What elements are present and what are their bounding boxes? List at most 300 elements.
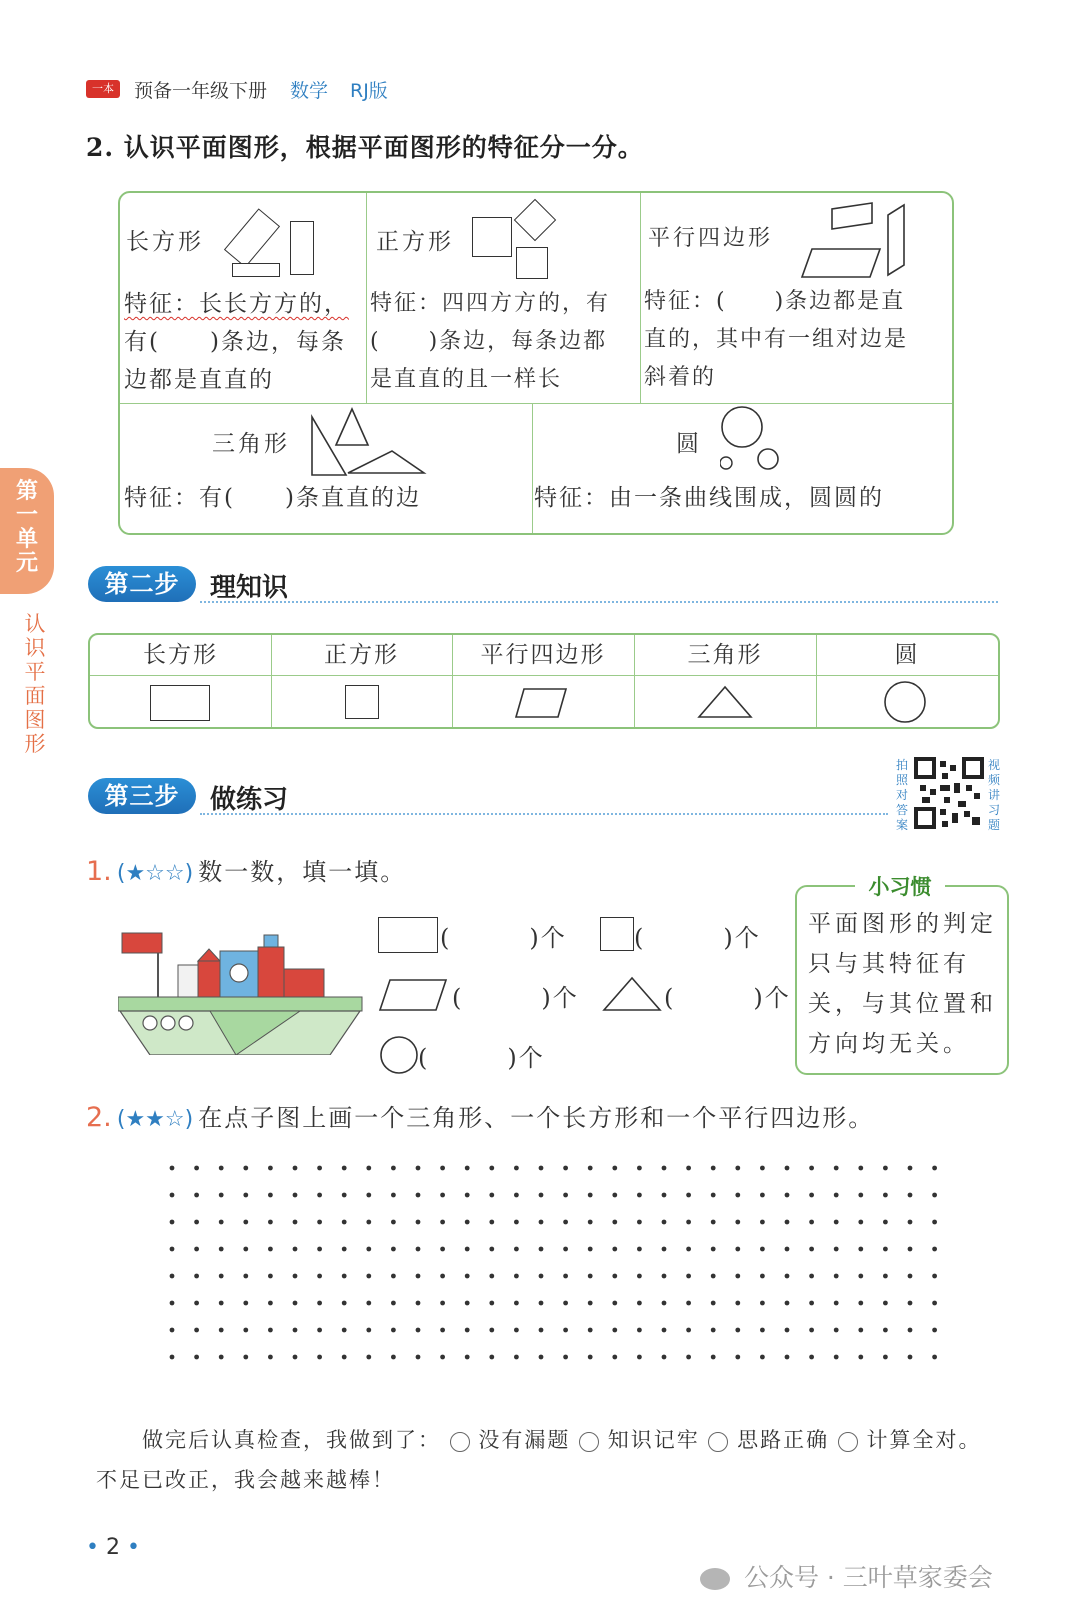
grid-dot[interactable]	[588, 1220, 593, 1225]
grid-dot[interactable]	[317, 1247, 322, 1252]
grid-dot[interactable]	[785, 1166, 790, 1171]
grid-dot[interactable]	[858, 1355, 863, 1360]
qr-code-icon[interactable]	[914, 757, 984, 829]
grid-dot[interactable]	[735, 1220, 740, 1225]
check-item: 思路正确	[737, 1428, 830, 1452]
grid-dot[interactable]	[243, 1166, 248, 1171]
grid-dot[interactable]	[735, 1193, 740, 1198]
grid-dot[interactable]	[317, 1274, 322, 1279]
grid-dot[interactable]	[662, 1193, 667, 1198]
grid-dot[interactable]	[908, 1220, 913, 1225]
grid-dot[interactable]	[465, 1355, 470, 1360]
grid-dot[interactable]	[760, 1274, 765, 1279]
grid-dot[interactable]	[366, 1274, 371, 1279]
grid-dot[interactable]	[194, 1274, 199, 1279]
step2-title: 理知识	[210, 573, 289, 603]
parallelogram-shapes	[792, 201, 942, 281]
triangle-label: 三角形	[212, 431, 290, 457]
grid-dot[interactable]	[662, 1274, 667, 1279]
grid-dot[interactable]	[514, 1301, 519, 1306]
check-line2: 不足已改正，我会越来越棒！	[96, 1468, 395, 1492]
grid-dot[interactable]	[834, 1166, 839, 1171]
grid-dot[interactable]	[194, 1193, 199, 1198]
grid-dot[interactable]	[539, 1247, 544, 1252]
grid-dot[interactable]	[809, 1301, 814, 1306]
grid-dot[interactable]	[194, 1247, 199, 1252]
grid-dot[interactable]	[194, 1220, 199, 1225]
grid-dot[interactable]	[785, 1355, 790, 1360]
grid-dot[interactable]	[637, 1274, 642, 1279]
grid-dot[interactable]	[563, 1328, 568, 1333]
grid-dot[interactable]	[219, 1166, 224, 1171]
grid-dot[interactable]	[785, 1220, 790, 1225]
grid-dot[interactable]	[588, 1193, 593, 1198]
grid-dot[interactable]	[416, 1355, 421, 1360]
grid-dot[interactable]	[342, 1355, 347, 1360]
grid-dot[interactable]	[194, 1166, 199, 1171]
grid-dot[interactable]	[465, 1301, 470, 1306]
circle-shape	[882, 679, 928, 725]
grid-dot[interactable]	[932, 1301, 937, 1306]
grid-dot[interactable]	[489, 1355, 494, 1360]
grid-dot[interactable]	[293, 1301, 298, 1306]
grid-dot[interactable]	[465, 1166, 470, 1171]
grid-dot[interactable]	[612, 1328, 617, 1333]
grid-dot[interactable]	[293, 1274, 298, 1279]
grid-dot[interactable]	[317, 1220, 322, 1225]
grid-dot[interactable]	[735, 1301, 740, 1306]
grid-dot[interactable]	[539, 1328, 544, 1333]
dotted-divider	[200, 813, 888, 815]
grid-dot[interactable]	[711, 1247, 716, 1252]
grid-dot[interactable]	[317, 1328, 322, 1333]
rectangle-shape	[378, 917, 438, 953]
grid-dot[interactable]	[465, 1274, 470, 1279]
grid-dot[interactable]	[539, 1274, 544, 1279]
grid-dot[interactable]	[416, 1301, 421, 1306]
grid-dot[interactable]	[785, 1193, 790, 1198]
grid-dot[interactable]	[366, 1247, 371, 1252]
checkbox-circle[interactable]	[579, 1432, 599, 1452]
grid-dot[interactable]	[588, 1166, 593, 1171]
grid-dot[interactable]	[366, 1301, 371, 1306]
grid-dot[interactable]	[809, 1274, 814, 1279]
grid-dot[interactable]	[588, 1274, 593, 1279]
grid-dot[interactable]	[932, 1247, 937, 1252]
grid-dot[interactable]	[932, 1193, 937, 1198]
grid-dot[interactable]	[194, 1301, 199, 1306]
grid-dot[interactable]	[760, 1328, 765, 1333]
feature-line: ( )条边，每条边都	[370, 329, 608, 354]
grid-dot[interactable]	[268, 1355, 273, 1360]
grid-dot[interactable]	[342, 1166, 347, 1171]
grid-dot[interactable]	[416, 1166, 421, 1171]
grid-dot[interactable]	[711, 1355, 716, 1360]
grid-dot[interactable]	[785, 1247, 790, 1252]
grid-dot[interactable]	[908, 1166, 913, 1171]
grid-dot[interactable]	[391, 1355, 396, 1360]
grid-dot[interactable]	[366, 1193, 371, 1198]
grid-dot[interactable]	[440, 1193, 445, 1198]
grid-dot[interactable]	[686, 1193, 691, 1198]
grid-dot[interactable]	[809, 1355, 814, 1360]
grid-dot[interactable]	[366, 1166, 371, 1171]
grid-dot[interactable]	[760, 1193, 765, 1198]
count-blank-rectangle[interactable]: ( )个	[440, 924, 567, 952]
triangle-feature: 特征：有( )条直直的边	[124, 485, 421, 511]
grid-dot[interactable]	[588, 1355, 593, 1360]
grid-dot[interactable]	[268, 1193, 273, 1198]
grid-dot[interactable]	[268, 1220, 273, 1225]
header-triangle: 三角形	[687, 642, 763, 668]
grid-dot[interactable]	[170, 1193, 175, 1198]
grid-dot[interactable]	[170, 1166, 175, 1171]
grid-dot[interactable]	[809, 1247, 814, 1252]
grid-dot[interactable]	[809, 1166, 814, 1171]
grid-dot[interactable]	[219, 1301, 224, 1306]
grid-dot[interactable]	[834, 1301, 839, 1306]
grid-dot[interactable]	[711, 1328, 716, 1333]
grid-dot[interactable]	[440, 1166, 445, 1171]
grid-dot[interactable]	[391, 1328, 396, 1333]
grid-dot[interactable]	[489, 1166, 494, 1171]
grid-dot[interactable]	[416, 1328, 421, 1333]
grid-dot[interactable]	[465, 1247, 470, 1252]
grid-dot[interactable]	[686, 1166, 691, 1171]
grid-dot[interactable]	[219, 1355, 224, 1360]
grid-dot[interactable]	[268, 1301, 273, 1306]
grid-dot[interactable]	[489, 1328, 494, 1333]
exercise1-heading	[86, 852, 406, 887]
grid-dot[interactable]	[219, 1274, 224, 1279]
grid-dot[interactable]	[785, 1328, 790, 1333]
grid-dot[interactable]	[391, 1301, 396, 1306]
wechat-icon	[700, 1568, 730, 1590]
checkbox-circle[interactable]	[838, 1432, 858, 1452]
grid-dot[interactable]	[293, 1355, 298, 1360]
header-square: 正方形	[324, 642, 399, 668]
grid-dot[interactable]	[735, 1166, 740, 1171]
grid-dot[interactable]	[440, 1247, 445, 1252]
grid-dot[interactable]	[858, 1274, 863, 1279]
grid-dot[interactable]	[465, 1193, 470, 1198]
grid-dot[interactable]	[243, 1220, 248, 1225]
grid-dot[interactable]	[440, 1274, 445, 1279]
grid-dot[interactable]	[883, 1274, 888, 1279]
grid-dot[interactable]	[908, 1355, 913, 1360]
grid-dot[interactable]	[932, 1220, 937, 1225]
grid-dot[interactable]	[563, 1274, 568, 1279]
grid-dot[interactable]	[711, 1166, 716, 1171]
grid-dot[interactable]	[489, 1220, 494, 1225]
grid-dot[interactable]	[268, 1274, 273, 1279]
grid-dot[interactable]	[612, 1274, 617, 1279]
grid-dot[interactable]	[637, 1328, 642, 1333]
grid-dot[interactable]	[465, 1220, 470, 1225]
grid-dot[interactable]	[883, 1355, 888, 1360]
grid-dot[interactable]	[219, 1193, 224, 1198]
grid-dot[interactable]	[243, 1355, 248, 1360]
count-blank-triangle[interactable]: ( )个	[664, 984, 791, 1012]
grid-dot[interactable]	[539, 1355, 544, 1360]
grid-dot[interactable]	[883, 1247, 888, 1252]
grid-dot[interactable]	[268, 1247, 273, 1252]
grid-dot[interactable]	[342, 1247, 347, 1252]
grid-dot[interactable]	[243, 1247, 248, 1252]
grid-dot[interactable]	[317, 1193, 322, 1198]
grid-dot[interactable]	[170, 1220, 175, 1225]
grid-dot[interactable]	[785, 1301, 790, 1306]
grid-dot[interactable]	[612, 1247, 617, 1252]
grid-dot[interactable]	[834, 1355, 839, 1360]
grid-dot[interactable]	[760, 1166, 765, 1171]
grid-dot[interactable]	[760, 1301, 765, 1306]
grid-dot[interactable]	[662, 1220, 667, 1225]
grid-dot[interactable]	[883, 1166, 888, 1171]
grid-dot[interactable]	[834, 1220, 839, 1225]
grid-dot[interactable]	[588, 1301, 593, 1306]
grid-dot[interactable]	[834, 1328, 839, 1333]
grid-dot[interactable]	[858, 1220, 863, 1225]
grid-dot[interactable]	[932, 1166, 937, 1171]
grid-dot[interactable]	[637, 1355, 642, 1360]
grid-dot[interactable]	[563, 1193, 568, 1198]
header-rectangle: 长方形	[143, 642, 218, 668]
grid-dot[interactable]	[588, 1247, 593, 1252]
grid-dot[interactable]	[293, 1193, 298, 1198]
grid-dot[interactable]	[293, 1166, 298, 1171]
grid-dot[interactable]	[514, 1193, 519, 1198]
grid-dot[interactable]	[514, 1247, 519, 1252]
grid-dot[interactable]	[293, 1220, 298, 1225]
grid-dot[interactable]	[219, 1220, 224, 1225]
grid-dot[interactable]	[711, 1220, 716, 1225]
checkbox-circle[interactable]	[450, 1432, 470, 1452]
feature-line: 特征：( )条边都是直	[644, 289, 906, 314]
rectangle-shape	[290, 221, 314, 275]
grid-dot[interactable]	[317, 1355, 322, 1360]
circle-label: 圆	[676, 431, 702, 457]
grid-dot[interactable]	[809, 1193, 814, 1198]
grid-dot[interactable]	[563, 1301, 568, 1306]
rectangle-feature	[124, 285, 364, 399]
grid-dot[interactable]	[219, 1247, 224, 1252]
grid-dot[interactable]	[908, 1301, 913, 1306]
grid-dot[interactable]	[735, 1328, 740, 1333]
grid-dot[interactable]	[243, 1274, 248, 1279]
grid-dot[interactable]	[760, 1247, 765, 1252]
grid-dot[interactable]	[711, 1274, 716, 1279]
grid-dot[interactable]	[489, 1247, 494, 1252]
grid-dot[interactable]	[514, 1166, 519, 1171]
grid-dot[interactable]	[514, 1355, 519, 1360]
grid-dot[interactable]	[858, 1166, 863, 1171]
grid-dot[interactable]	[908, 1247, 913, 1252]
grid-dot[interactable]	[858, 1301, 863, 1306]
grid-dot[interactable]	[686, 1274, 691, 1279]
grid-dot[interactable]	[662, 1355, 667, 1360]
grid-dot[interactable]	[416, 1220, 421, 1225]
grid-dot[interactable]	[391, 1220, 396, 1225]
exercise-number: 1.	[86, 856, 112, 887]
grid-dot[interactable]	[366, 1220, 371, 1225]
grid-dot[interactable]	[416, 1247, 421, 1252]
grid-dot[interactable]	[637, 1220, 642, 1225]
grid-dot[interactable]	[293, 1328, 298, 1333]
grid-dot[interactable]	[440, 1355, 445, 1360]
grid-dot[interactable]	[686, 1220, 691, 1225]
grid-dot[interactable]	[858, 1193, 863, 1198]
grid-dot[interactable]	[612, 1220, 617, 1225]
grid-dot[interactable]	[194, 1355, 199, 1360]
grid-dot[interactable]	[170, 1301, 175, 1306]
grid-dot[interactable]	[711, 1301, 716, 1306]
grid-dot[interactable]	[514, 1274, 519, 1279]
grid-dot[interactable]	[662, 1328, 667, 1333]
grid-dot[interactable]	[932, 1274, 937, 1279]
grid-dot[interactable]	[686, 1301, 691, 1306]
grid-dot[interactable]	[612, 1193, 617, 1198]
grid-dot[interactable]	[243, 1328, 248, 1333]
grid-dot[interactable]	[883, 1193, 888, 1198]
grid-dot[interactable]	[883, 1301, 888, 1306]
grid-dot[interactable]	[809, 1220, 814, 1225]
grid-dot[interactable]	[735, 1355, 740, 1360]
grid-dot[interactable]	[662, 1247, 667, 1252]
grid-dot[interactable]	[834, 1193, 839, 1198]
grid-dot[interactable]	[170, 1328, 175, 1333]
grid-dot[interactable]	[883, 1328, 888, 1333]
grid-dot[interactable]	[858, 1247, 863, 1252]
grid-dot[interactable]	[170, 1247, 175, 1252]
grid-dot[interactable]	[170, 1274, 175, 1279]
grid-dot[interactable]	[686, 1328, 691, 1333]
grid-dot[interactable]	[908, 1274, 913, 1279]
grid-dot[interactable]	[342, 1220, 347, 1225]
grid-dot[interactable]	[243, 1301, 248, 1306]
header-parallelogram: 平行四边形	[480, 642, 606, 668]
dot-grid[interactable]	[160, 1158, 960, 1378]
grid-dot[interactable]	[366, 1355, 371, 1360]
grid-dot[interactable]	[834, 1274, 839, 1279]
topic-label: 认识平面图形	[24, 612, 46, 756]
grid-dot[interactable]	[834, 1247, 839, 1252]
grid-dot[interactable]	[735, 1274, 740, 1279]
grid-dot[interactable]	[366, 1328, 371, 1333]
grid-dot[interactable]	[662, 1301, 667, 1306]
grid-dot[interactable]	[440, 1301, 445, 1306]
grid-dot[interactable]	[219, 1328, 224, 1333]
triangle-shape	[600, 974, 664, 1014]
grid-dot[interactable]	[686, 1355, 691, 1360]
grid-dot[interactable]	[760, 1220, 765, 1225]
grid-dot[interactable]	[342, 1301, 347, 1306]
grid-dot[interactable]	[588, 1328, 593, 1333]
grid-dot[interactable]	[268, 1166, 273, 1171]
grid-dot[interactable]	[489, 1301, 494, 1306]
divider	[90, 675, 998, 676]
grid-dot[interactable]	[243, 1193, 248, 1198]
grid-dot[interactable]	[612, 1301, 617, 1306]
grid-dot[interactable]	[465, 1328, 470, 1333]
grid-dot[interactable]	[563, 1355, 568, 1360]
grid-dot[interactable]	[858, 1328, 863, 1333]
grid-dot[interactable]	[539, 1193, 544, 1198]
grid-dot[interactable]	[760, 1355, 765, 1360]
grid-dot[interactable]	[317, 1301, 322, 1306]
grid-dot[interactable]	[391, 1193, 396, 1198]
grid-dot[interactable]	[686, 1247, 691, 1252]
check-item: 没有漏题	[478, 1428, 571, 1452]
grid-dot[interactable]	[612, 1355, 617, 1360]
grid-dot[interactable]	[489, 1193, 494, 1198]
grid-dot[interactable]	[342, 1274, 347, 1279]
grid-dot[interactable]	[440, 1328, 445, 1333]
grid-dot[interactable]	[637, 1247, 642, 1252]
grid-dot[interactable]	[563, 1220, 568, 1225]
grid-dot[interactable]	[514, 1328, 519, 1333]
page-number-value: 2	[105, 1535, 120, 1560]
grid-dot[interactable]	[735, 1247, 740, 1252]
grid-dot[interactable]	[416, 1274, 421, 1279]
grid-dot[interactable]	[391, 1166, 396, 1171]
grid-dot[interactable]	[539, 1166, 544, 1171]
grid-dot[interactable]	[785, 1274, 790, 1279]
grid-dot[interactable]	[908, 1328, 913, 1333]
grid-dot[interactable]	[932, 1328, 937, 1333]
grid-dot[interactable]	[391, 1247, 396, 1252]
grid-dot[interactable]	[711, 1193, 716, 1198]
grid-dot[interactable]	[489, 1274, 494, 1279]
feature-line: 有( )条边，每条	[124, 329, 346, 355]
grid-dot[interactable]	[539, 1220, 544, 1225]
grid-dot[interactable]	[293, 1247, 298, 1252]
grid-dot[interactable]	[563, 1247, 568, 1252]
grid-dot[interactable]	[637, 1166, 642, 1171]
grid-dot[interactable]	[637, 1193, 642, 1198]
grid-dot[interactable]	[637, 1301, 642, 1306]
grid-dot[interactable]	[563, 1166, 568, 1171]
grid-dot[interactable]	[317, 1166, 322, 1171]
grid-dot[interactable]	[440, 1220, 445, 1225]
grid-dot[interactable]	[170, 1355, 175, 1360]
grid-dot[interactable]	[268, 1328, 273, 1333]
grid-dot[interactable]	[883, 1220, 888, 1225]
parallelogram-shape	[376, 976, 450, 1014]
grid-dot[interactable]	[662, 1166, 667, 1171]
grid-dot[interactable]	[908, 1193, 913, 1198]
grid-dot[interactable]	[539, 1301, 544, 1306]
check-item: 计算全对。	[866, 1428, 982, 1452]
checkbox-circle[interactable]	[708, 1432, 728, 1452]
grid-dot[interactable]	[612, 1166, 617, 1171]
count-blank-circle[interactable]: ( )个	[418, 1044, 545, 1072]
grid-dot[interactable]	[416, 1193, 421, 1198]
grid-dot[interactable]	[391, 1274, 396, 1279]
grid-dot[interactable]	[809, 1328, 814, 1333]
feature-line: 边都是直直的	[124, 367, 274, 393]
grid-dot[interactable]	[342, 1328, 347, 1333]
grid-dot[interactable]	[342, 1193, 347, 1198]
grid-dot[interactable]	[514, 1220, 519, 1225]
count-blank-square[interactable]: ( )个	[634, 924, 761, 952]
count-blank-parallelogram[interactable]: ( )个	[452, 984, 579, 1012]
page-number	[86, 1535, 140, 1560]
check-lead: 做完后认真检查，我做到了：	[142, 1428, 441, 1452]
grid-dot[interactable]	[194, 1328, 199, 1333]
habit-text: 平面图形的判定只与其特征有关，与其位置和方向均无关。	[808, 911, 997, 1057]
grid-dot[interactable]	[932, 1355, 937, 1360]
